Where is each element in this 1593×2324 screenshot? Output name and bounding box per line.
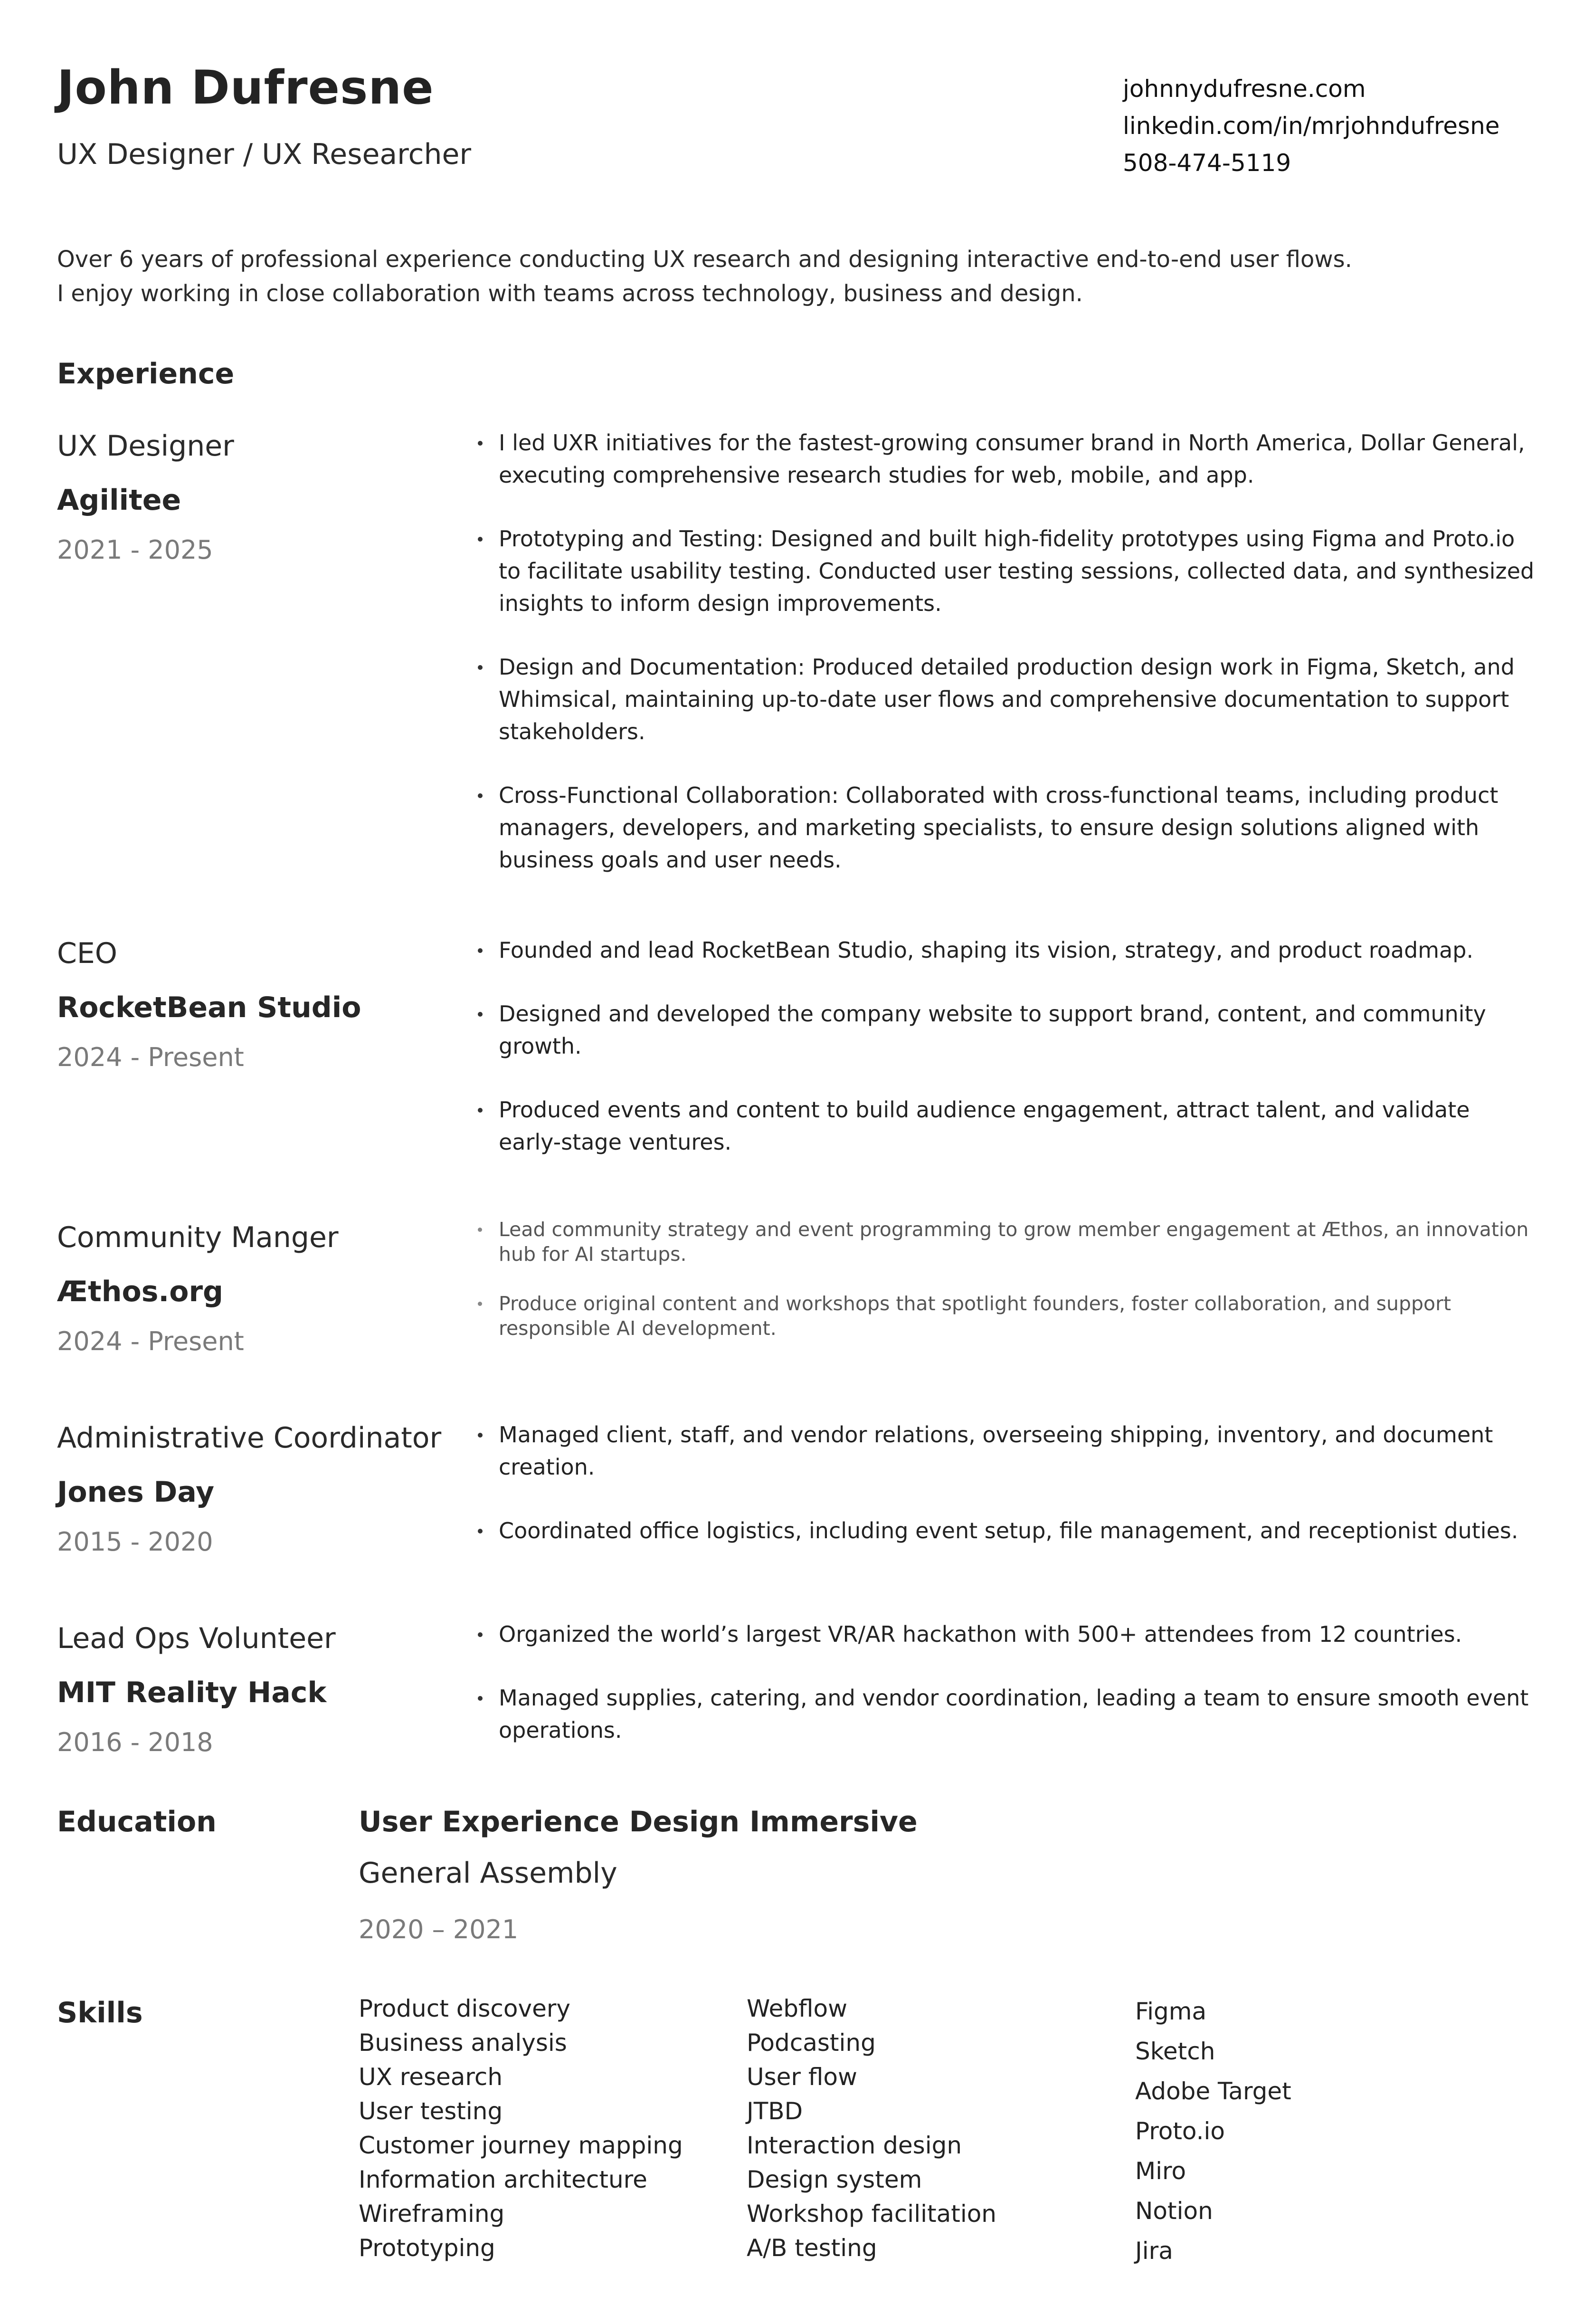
job-bullet: Founded and lead RocketBean Studio, shaping its vision, strategy, and product roadmap. (475, 934, 1539, 966)
skills-column-methods (359, 1991, 683, 2265)
job-dates: 2016 - 2018 (57, 1727, 213, 1757)
education-degree: User Experience Design Immersive (359, 1805, 918, 1838)
job-dates: 2024 - Present (57, 1326, 244, 1356)
summary-line: Over 6 years of professional experience conducting UX research and designing interactive end-to-end user flows. (57, 246, 1352, 273)
skills-heading: Skills (57, 1996, 143, 2029)
job-bullet: Designed and developed the company website to support brand, content, and community growth. (475, 998, 1539, 1062)
job-bullet: Managed supplies, catering, and vendor coordination, leading a team to ensure smooth event operations. (475, 1682, 1539, 1746)
skill-item: Webflow (747, 1995, 847, 2022)
skill-item: Proto.io (1135, 2117, 1225, 2145)
job-role: Lead Ops Volunteer (57, 1622, 336, 1655)
job-company: MIT Reality Hack (57, 1676, 327, 1709)
skill-item: User testing (359, 2097, 503, 2125)
job-role: Community Manger (57, 1221, 339, 1254)
job-role: CEO (57, 937, 118, 970)
job-bullet: I led UXR initiatives for the fastest-growing consumer brand in North America, Dollar General, executing comprehensive research studies for web, mobile, and app. (475, 427, 1539, 491)
skills-column-practices (747, 1991, 996, 2265)
skill-item: Wireframing (359, 2200, 505, 2228)
summary-line: I enjoy working in close collaboration with teams across technology, business and design. (57, 280, 1083, 307)
skills-column-tools (1135, 1991, 1291, 2271)
skill-item: Business analysis (359, 2029, 567, 2057)
skill-item: A/B testing (747, 2234, 877, 2262)
phone-number: 508-474-5119 (1123, 149, 1291, 177)
candidate-title: UX Designer / UX Researcher (57, 138, 472, 171)
job-dates: 2021 - 2025 (57, 535, 213, 565)
education-heading: Education (57, 1805, 217, 1838)
skill-item: Prototyping (359, 2234, 495, 2262)
job-bullet: Coordinated office logistics, including event setup, file management, and receptionist duties. (475, 1514, 1539, 1547)
job-company: Æthos.org (57, 1275, 223, 1308)
job-dates: 2024 - Present (57, 1042, 244, 1072)
job-bullet: Managed client, staff, and vendor relations, overseeing shipping, inventory, and document creation. (475, 1419, 1539, 1483)
skill-item: Design system (747, 2166, 922, 2193)
job-role: UX Designer (57, 429, 234, 463)
job-bullets (475, 1217, 1539, 1365)
skill-item: UX research (359, 2063, 503, 2091)
summary (57, 242, 1529, 311)
skill-item: Miro (1135, 2157, 1186, 2185)
job-bullets (475, 1618, 1539, 1746)
education-school: General Assembly (359, 1857, 617, 1890)
skill-item: Customer journey mapping (359, 2132, 683, 2159)
skill-item: Product discovery (359, 1995, 570, 2022)
job-bullet: Organized the world’s largest VR/AR hackathon with 500+ attendees from 12 countries. (475, 1618, 1539, 1650)
job-bullets (475, 427, 1539, 876)
skill-item: Jira (1135, 2237, 1173, 2265)
job-bullet: Produced events and content to build audience engagement, attract talent, and validate early-stage ventures. (475, 1094, 1539, 1158)
contact-block (1123, 70, 1500, 181)
skill-item: User flow (747, 2063, 857, 2091)
skill-item: Podcasting (747, 2029, 876, 2057)
skill-item: Figma (1135, 1998, 1207, 2025)
linkedin-link[interactable]: linkedin.com/in/mrjohndufresne (1123, 112, 1500, 140)
skill-item: Sketch (1135, 2038, 1215, 2065)
job-bullet: Produce original content and workshops that spotlight founders, foster collaboration, and support responsible AI development. (475, 1291, 1539, 1341)
skill-item: Interaction design (747, 2132, 962, 2159)
job-company: Jones Day (57, 1476, 215, 1509)
candidate-name: John Dufresne (57, 61, 434, 115)
job-dates: 2015 - 2020 (57, 1527, 213, 1557)
job-bullets (475, 934, 1539, 1158)
experience-heading: Experience (57, 357, 235, 391)
skill-item: JTBD (747, 2097, 803, 2125)
skill-item: Notion (1135, 2197, 1213, 2225)
skill-item: Information architecture (359, 2166, 647, 2193)
skill-item: Adobe Target (1135, 2077, 1291, 2105)
education-dates: 2020 – 2021 (359, 1914, 519, 1944)
website-link[interactable]: johnnydufresne.com (1123, 75, 1366, 103)
job-company: Agilitee (57, 484, 181, 517)
job-bullet: Cross-Functional Collaboration: Collaborated with cross-functional teams, including product managers, developers, and marketing specialists, to ensure design solutions aligned with business goals and user needs. (475, 779, 1539, 876)
job-role: Administrative Coordinator (57, 1421, 442, 1455)
job-bullet: Prototyping and Testing: Designed and built high-fidelity prototypes using Figma and Proto.io to facilitate usability testing. Conducted user testing sessions, collected data, and synthesized insights to inform design improvements. (475, 523, 1539, 619)
job-bullets (475, 1419, 1539, 1547)
job-bullet: Design and Documentation: Produced detailed production design work in Figma, Sketch, and Whimsical, maintaining up-to-date user flows and comprehensive documentation to support stakeholders. (475, 651, 1539, 748)
job-company: RocketBean Studio (57, 991, 361, 1024)
job-bullet: Lead community strategy and event programming to grow member engagement at Æthos, an innovation hub for AI startups. (475, 1217, 1539, 1267)
skill-item: Workshop facilitation (747, 2200, 997, 2228)
